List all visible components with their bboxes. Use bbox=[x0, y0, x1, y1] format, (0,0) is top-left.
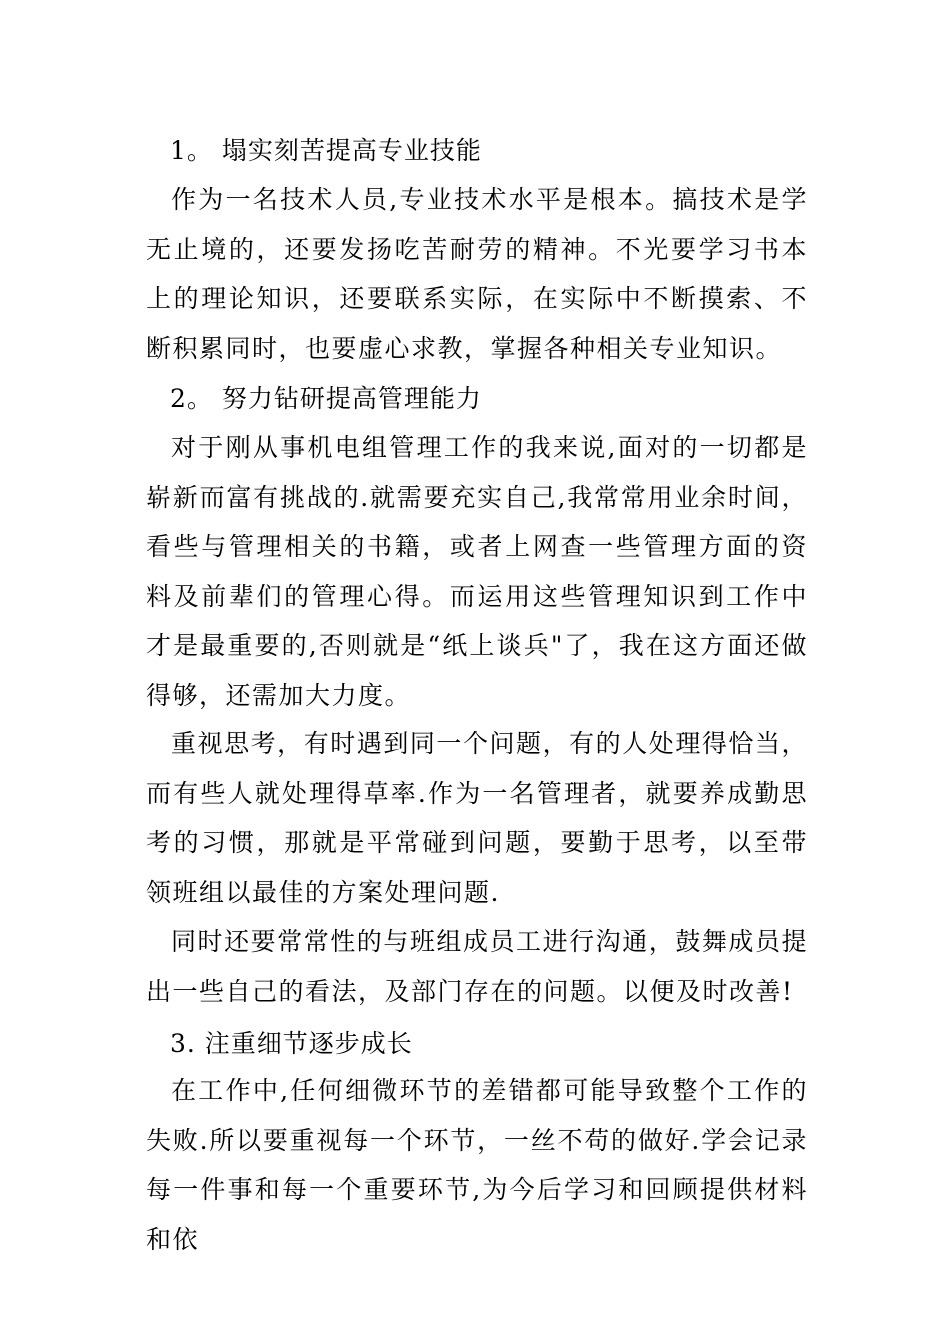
section-heading-1: 1。 塌实刻苦提高专业技能 bbox=[170, 136, 482, 165]
section-heading-2: 2。 努力钻研提高管理能力 bbox=[170, 384, 482, 413]
section-heading-3: 3. 注重细节逐步成长 bbox=[170, 1029, 413, 1058]
paragraph-communication: 同时还要常常性的与班组成员工进行沟通，鼓舞成员提出一些自己的看法，及部门存在的问题。以便及时改善! bbox=[146, 927, 808, 1006]
paragraph-thinking: 重视思考，有时遇到同一个问题，有的人处理得恰当，而有些人就处理得草率.作为一名管理者，就要养成勤思考的习惯，那就是平常碰到问题，要勤于思考，以至带领班组以最佳的方案处理问题. bbox=[146, 729, 808, 907]
paragraph-management-learning: 对于刚从事机电组管理工作的我来说,面对的一切都是崭新而富有挑战的.就需要充实自己,我常常用业余时间，看些与管理相关的书籍，或者上网查一些管理方面的资料及前辈们的管理心得。而运用这些管理知识到工作中才是最重要的,否则就是“纸上谈兵"了，我在这方面还做得够，还需加大力度。 bbox=[146, 433, 808, 710]
paragraph-technical-skills: 作为一名技术人员,专业技术水平是根本。搞技术是学无止境的，还要发扬吃苦耐劳的精神。不光要学习书本上的理论知识，还要联系实际，在实际中不断摸索、不断积累同时，也要虚心求教，掌握各种相关专业知识。 bbox=[146, 185, 808, 363]
paragraph-details: 在工作中,任何细微环节的差错都可能导致整个工作的失败.所以要重视每一个环节，一丝不苟的做好.学会记录每一件事和每一个重要环节,为今后学习和回顾提供材料和依 bbox=[146, 1076, 808, 1254]
